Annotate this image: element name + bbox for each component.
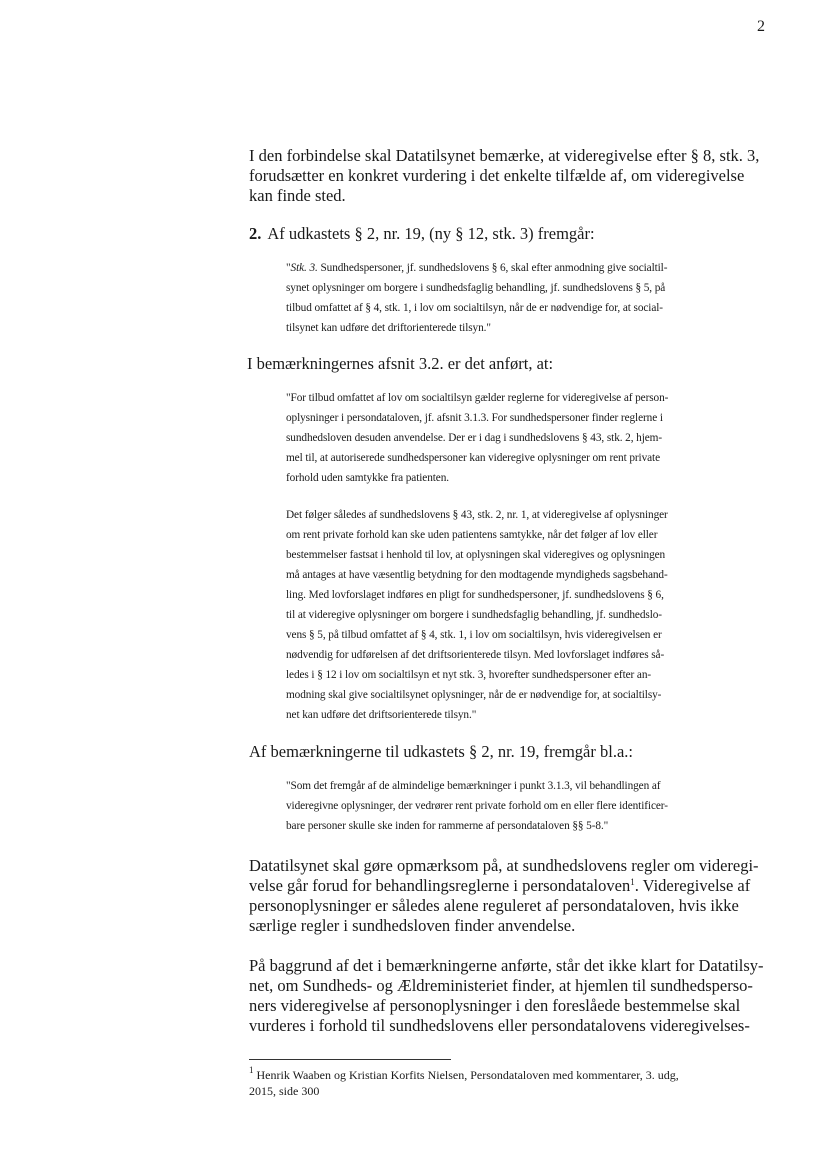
paragraph-3: Af bemærkningerne til udkastets § 2, nr. 19, fremgår bl.a.: xyxy=(249,742,633,761)
quote-remarks-a xyxy=(286,388,756,488)
footnote-mark: 1 xyxy=(249,1065,254,1075)
paragraph-5 xyxy=(249,956,769,1036)
quote-remarks-19 xyxy=(286,776,756,836)
text-line: bare personer skulle ske inden for rammerne af persondataloven §§ 5-8." xyxy=(286,820,609,832)
text-line: modning skal give socialtilsynet oplysninger, når de er nødvendige for, at socialtilsy- xyxy=(286,689,662,701)
text-line: net kan udføre det driftsorienterede tilsyn." xyxy=(286,709,477,721)
text-line: ledes i § 12 i lov om socialtilsyn et nyt stk. 3, hvorefter sundhedspersoner efter an- xyxy=(286,669,652,681)
text-line: personoplysninger er således alene reguleret af persondataloven, hvis ikke xyxy=(249,896,739,915)
text-line: "Som det fremgår af de almindelige bemærkninger i punkt 3.1.3, vil behandlingen af xyxy=(286,780,661,792)
footnote xyxy=(249,1067,759,1099)
text-line: Det følger således af sundhedslovens § 43, stk. 2, nr. 1, at videregivelse af oplysninger xyxy=(286,509,668,521)
text-line: oplysninger i persondataloven, jf. afsnit 3.1.3. For sundhedspersoner finder reglerne i xyxy=(286,412,663,424)
paragraph-4 xyxy=(249,856,769,936)
text-line: ling. Med lovforslaget indføres en pligt for sundhedspersoner, jf. sundhedslovens § 6, xyxy=(286,589,664,601)
text-line: 2015, side 300 xyxy=(249,1084,320,1098)
text-line: til at videregive oplysninger om borgere i sundhedsfaglig behandling, jf. sundhedslo- xyxy=(286,609,662,621)
footnote-divider xyxy=(249,1059,451,1060)
text-line: synet oplysninger om borgere i sundhedsfaglig behandling, jf. sundhedslovens § 5, på xyxy=(286,282,666,294)
text-line: bestemmelser fastsat i henhold til lov, at oplysningen skal videregives og oplysningen xyxy=(286,549,666,561)
text-line: kan finde sted. xyxy=(249,186,346,205)
text-line: sundhedsloven desuden anvendelse. Der er i dag i sundhedslovens § 43, stk. 2, hjem- xyxy=(286,432,663,444)
stk-label: Stk. 3. xyxy=(290,262,318,274)
paragraph-2: I bemærkningernes afsnit 3.2. er det anført, at: xyxy=(247,354,554,373)
text-line: På baggrund af det i bemærkningerne anførte, står det ikke klart for Datatilsy- xyxy=(249,956,764,975)
text-line: Datatilsynet skal gøre opmærksom på, at sundhedslovens regler om videregi- xyxy=(249,856,759,875)
section-title: Af udkastets § 2, nr. 19, (ny § 12, stk. 3) fremgår: xyxy=(267,224,595,243)
quote-remarks-b xyxy=(286,505,756,725)
text-line: forudsætter en konkret vurdering i det enkelte tilfælde af, om videregivelse xyxy=(249,166,745,185)
paragraph-1 xyxy=(249,146,769,206)
text-line: "For tilbud omfattet af lov om socialtilsyn gælder reglerne for videregivelse af person- xyxy=(286,392,669,404)
text-line: om rent private forhold kan ske uden patientens samtykke, når det følger af lov eller xyxy=(286,529,658,541)
text-line: tilsynet kan udføre det driftorienterede tilsyn." xyxy=(286,322,491,334)
body-text xyxy=(249,146,769,1036)
text-line: videregivne oplysninger, der vedrører rent private forhold om en eller flere identificer- xyxy=(286,800,668,812)
text-line: må antages at have væsentlig betydning for den modtagende myndigheds sagsbehand- xyxy=(286,569,668,581)
text-line: net, om Sundheds- og Ældreministeriet finder, at hjemlen til sundhedsperso- xyxy=(249,976,753,995)
text-line: mel til, at autoriserede sundhedspersoner kan videregive oplysninger om rent private xyxy=(286,452,661,464)
section-number: 2. xyxy=(249,224,262,243)
footnote-ref[interactable]: 1 xyxy=(630,877,635,887)
page-number: 2 xyxy=(757,18,765,35)
quote-stk3 xyxy=(286,258,756,338)
text-line: "Stk. 3. Sundhedspersoner, jf. sundhedslovens § 6, skal efter anmodning give socialtil- xyxy=(286,262,668,274)
text-line: $^1$ Henrik Waaben og Kristian Korfits Nielsen, Persondataloven med kommentarer, 3. udg, xyxy=(249,1065,679,1082)
text-line: ners videregivelse af personoplysninger i den foreslåede bestemmelse skal xyxy=(249,996,741,1015)
text-line: nødvendig for udførelsen af det driftsorienterede tilsyn. Med lovforslaget indføres så- xyxy=(286,649,665,661)
text-line: særlige regler i sundhedsloven finder anvendelse. xyxy=(249,916,576,935)
text-line: vurderes i forhold til sundhedslovens eller persondatalovens videregivelses- xyxy=(249,1016,750,1035)
text-line: tilbud omfattet af § 4, stk. 1, i lov om socialtilsyn, når de er nødvendige for, at social- xyxy=(286,302,663,314)
text-line: forhold uden samtykke fra patienten. xyxy=(286,472,449,484)
section-heading-2 xyxy=(249,224,769,244)
text-line: vens § 5, på tilbud omfattet af § 4, stk. 1, i lov om socialtilsyn, hvis videregivelsen er xyxy=(286,629,662,641)
text-line: velse går forud for behandlingsreglerne i persondataloven$^1$. Videregivelse af xyxy=(249,876,751,895)
text-line: I den forbindelse skal Datatilsynet bemærke, at videregivelse efter § 8, stk. 3, xyxy=(249,146,760,165)
